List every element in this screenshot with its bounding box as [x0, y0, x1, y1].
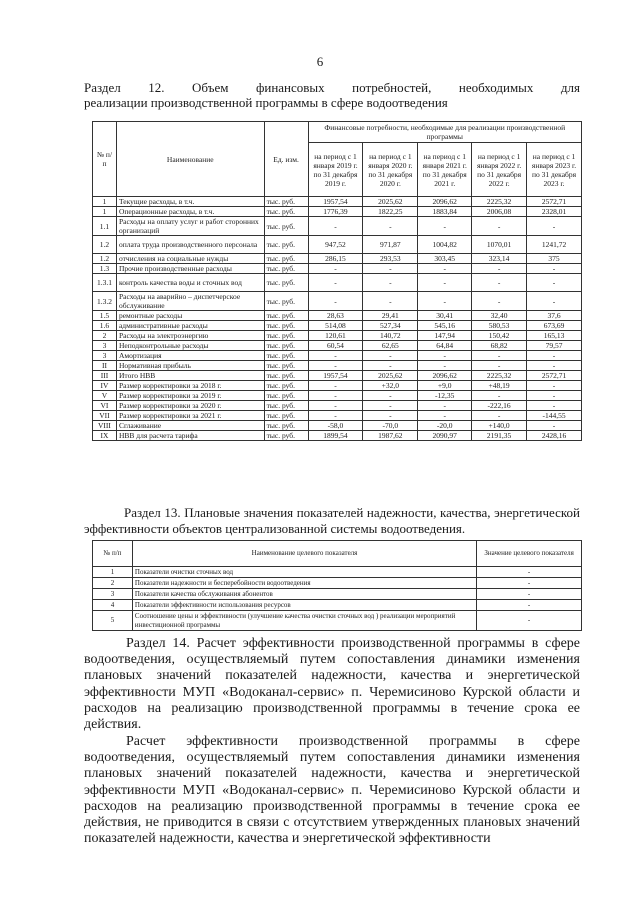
table-row — [93, 567, 582, 578]
row-unit: тыс. руб. — [264, 264, 308, 274]
row-value: 947,52 — [308, 236, 363, 254]
row-unit: тыс. руб. — [264, 197, 308, 207]
row-unit: тыс. руб. — [264, 371, 308, 381]
row-value: 140,72 — [363, 331, 418, 341]
row-value: - — [527, 361, 582, 371]
row-number: 4 — [93, 600, 133, 611]
row-value: 673,69 — [527, 321, 582, 331]
row-value: 165,13 — [527, 331, 582, 341]
row-value: - — [363, 361, 418, 371]
row-number: 1.3 — [93, 264, 117, 274]
table-row — [93, 361, 582, 371]
row-value: - — [363, 401, 418, 411]
row-name: Итого НВВ — [116, 371, 264, 381]
row-name: Размер корректировки за 2018 г. — [116, 381, 264, 391]
row-value: 293,53 — [363, 254, 418, 264]
col-header-name: Наименование — [116, 122, 264, 197]
row-name: Операционные расходы, в т.ч. — [116, 207, 264, 217]
row-unit: тыс. руб. — [264, 391, 308, 401]
row-value: 29,41 — [363, 311, 418, 321]
row-number: VII — [93, 411, 117, 421]
table-row — [93, 611, 582, 631]
section14-paragraph1: Раздел 14. Расчет эффективности производственной программы в сфере водоотведения, осуществляемый путем сопоставления динамики изменения плановых значений показателей надежности, качества и энергетической эффективности МУП «Водоканал-сервис» п. Черемисиново Курской области и расходов на реализацию производственной программы в течение срока ее действия. — [84, 636, 580, 733]
row-value: 1987,62 — [363, 431, 418, 441]
table-row — [93, 292, 582, 311]
row-value: - — [308, 411, 363, 421]
col-header-indicator: Наименование целевого показателя — [132, 541, 476, 567]
page-number: 6 — [316, 54, 324, 69]
col-header-value: Значение целевого показателя — [477, 541, 582, 567]
row-value: - — [477, 567, 582, 578]
row-name: Расходы на электроэнергию — [116, 331, 264, 341]
row-value: 2572,71 — [527, 197, 582, 207]
section12-title-line2: реализации производственной программы в сфере водоотведения — [84, 95, 448, 110]
row-value: - — [477, 578, 582, 589]
row-value: 1070,01 — [472, 236, 527, 254]
section14-paragraph2: Расчет эффективности производственной программы в сфере водоотведения, осуществляемый путем сопоставления динамики изменения плановых значений показателей надежности, качества и энергетической эффективности МУП «Водоканал-сервис» п. Черемисиново Курской области и расходов на реализацию производственной программы в течение срока ее действия, не приводится в связи с отсутствием утвержденных плановых значений показателей надежности, качества и энергетической эффективности — [84, 734, 580, 847]
row-unit: тыс. руб. — [264, 411, 308, 421]
row-number: 3 — [93, 351, 117, 361]
row-value: 1957,54 — [308, 371, 363, 381]
row-value: - — [472, 351, 527, 361]
col-header-period: на период с 1 января 2023 г. по 31 декабря 2023 г. — [527, 143, 582, 197]
row-value: 545,16 — [418, 321, 472, 331]
row-value: - — [418, 361, 472, 371]
row-unit: тыс. руб. — [264, 292, 308, 311]
row-value: 1957,54 — [308, 197, 363, 207]
row-unit: тыс. руб. — [264, 381, 308, 391]
row-name: Амортизация — [116, 351, 264, 361]
row-value: 150,42 — [472, 331, 527, 341]
row-unit: тыс. руб. — [264, 254, 308, 264]
row-value: 1899,54 — [308, 431, 363, 441]
table-row — [93, 311, 582, 321]
table-row — [93, 341, 582, 351]
table-row — [93, 351, 582, 361]
row-unit: тыс. руб. — [264, 341, 308, 351]
row-indicator: Показатели эффективности использования ресурсов — [132, 600, 476, 611]
row-value: 2328,01 — [527, 207, 582, 217]
row-value: - — [308, 351, 363, 361]
row-value: 286,15 — [308, 254, 363, 264]
row-value: - — [363, 274, 418, 292]
row-name: Нормативная прибыль — [116, 361, 264, 371]
section13-title: Раздел 13. Плановые значения показателей надежности, качества, энергетической эффективности объектов централизованной системы водоотведения. — [84, 505, 580, 536]
row-number: 1.5 — [93, 311, 117, 321]
row-value: - — [418, 401, 472, 411]
row-value: 2096,62 — [418, 371, 472, 381]
row-value: - — [363, 217, 418, 236]
row-unit: тыс. руб. — [264, 311, 308, 321]
table-row — [93, 236, 582, 254]
row-value: 79,57 — [527, 341, 582, 351]
row-name: Неподконтрольные расходы — [116, 341, 264, 351]
row-number: 3 — [93, 589, 133, 600]
row-value: -58,0 — [308, 421, 363, 431]
row-value: - — [527, 217, 582, 236]
table-row — [93, 589, 582, 600]
col-header-no: № п/п — [93, 122, 117, 197]
row-number: 1.2 — [93, 236, 117, 254]
table-row — [93, 381, 582, 391]
row-value: +48,19 — [472, 381, 527, 391]
row-value: - — [527, 401, 582, 411]
row-name: Размер корректировки за 2020 г. — [116, 401, 264, 411]
row-value: 2572,71 — [527, 371, 582, 381]
row-unit: тыс. руб. — [264, 274, 308, 292]
row-number: V — [93, 391, 117, 401]
row-unit: тыс. руб. — [264, 421, 308, 431]
row-number: 1.3.2 — [93, 292, 117, 311]
row-value: 303,45 — [418, 254, 472, 264]
row-value: 1883,84 — [418, 207, 472, 217]
row-number: 2 — [93, 331, 117, 341]
row-value: 514,08 — [308, 321, 363, 331]
row-value: 2096,62 — [418, 197, 472, 207]
row-name: оплата труда производственного персонала — [116, 236, 264, 254]
table-row — [93, 207, 582, 217]
table-row — [93, 421, 582, 431]
row-value: - — [363, 351, 418, 361]
row-value: 120,61 — [308, 331, 363, 341]
row-number: IX — [93, 431, 117, 441]
table-row — [93, 431, 582, 441]
table-row — [93, 578, 582, 589]
row-number: II — [93, 361, 117, 371]
row-unit: тыс. руб. — [264, 351, 308, 361]
table-row — [93, 401, 582, 411]
row-number: IV — [93, 381, 117, 391]
row-value: - — [527, 391, 582, 401]
row-value: +9,0 — [418, 381, 472, 391]
col-header-no: № п/п — [93, 541, 133, 567]
row-value: 30,41 — [418, 311, 472, 321]
row-value: - — [477, 589, 582, 600]
row-number: VIII — [93, 421, 117, 431]
row-value: - — [308, 401, 363, 411]
row-number: 1.3.1 — [93, 274, 117, 292]
row-value: - — [363, 411, 418, 421]
row-value: 147,94 — [418, 331, 472, 341]
row-value: 323,14 — [472, 254, 527, 264]
row-number: III — [93, 371, 117, 381]
row-value: 2428,16 — [527, 431, 582, 441]
row-value: - — [472, 361, 527, 371]
table-row — [93, 274, 582, 292]
row-name: Размер корректировки за 2019 г. — [116, 391, 264, 401]
row-value: 28,63 — [308, 311, 363, 321]
row-unit: тыс. руб. — [264, 217, 308, 236]
row-number: 1 — [93, 197, 117, 207]
row-value: 32,40 — [472, 311, 527, 321]
row-number: VI — [93, 401, 117, 411]
row-value: -70,0 — [363, 421, 418, 431]
col-header-period: на период с 1 января 2021 г. по 31 декабря 2021 г. — [418, 143, 472, 197]
row-indicator: Показатели качества обслуживания абонентов — [132, 589, 476, 600]
row-value: +140,0 — [472, 421, 527, 431]
table-row — [93, 331, 582, 341]
row-value: 527,34 — [363, 321, 418, 331]
row-unit: тыс. руб. — [264, 401, 308, 411]
row-name: Сглаживание — [116, 421, 264, 431]
row-number: 5 — [93, 611, 133, 631]
row-value: - — [363, 391, 418, 401]
row-value: 2025,62 — [363, 197, 418, 207]
row-unit: тыс. руб. — [264, 331, 308, 341]
table-row — [93, 217, 582, 236]
table-row — [93, 264, 582, 274]
row-value: - — [527, 264, 582, 274]
row-unit: тыс. руб. — [264, 207, 308, 217]
row-value: 2025,62 — [363, 371, 418, 381]
row-value: 2225,32 — [472, 371, 527, 381]
row-value: - — [527, 351, 582, 361]
row-name: НВВ для расчета тарифа — [116, 431, 264, 441]
row-value: 971,87 — [363, 236, 418, 254]
row-value: 1822,25 — [363, 207, 418, 217]
row-value: - — [472, 274, 527, 292]
row-value: 64,84 — [418, 341, 472, 351]
row-value: 37,6 — [527, 311, 582, 321]
row-value: - — [418, 274, 472, 292]
row-value: - — [477, 600, 582, 611]
row-number: 1 — [93, 207, 117, 217]
target-indicators-table — [92, 540, 582, 631]
row-value: - — [308, 274, 363, 292]
row-value: 1776,39 — [308, 207, 363, 217]
row-value: - — [418, 411, 472, 421]
col-header-unit: Ед. изм. — [264, 122, 308, 197]
row-name: Расходы на аварийно – диспетчерское обслуживание — [116, 292, 264, 311]
row-indicator: Показатели очистки сточных вод — [132, 567, 476, 578]
row-value: - — [472, 391, 527, 401]
row-value: -222,16 — [472, 401, 527, 411]
row-value: - — [363, 264, 418, 274]
row-value: - — [527, 381, 582, 391]
row-value: - — [527, 292, 582, 311]
row-name: административные расходы — [116, 321, 264, 331]
row-value: 1241,72 — [527, 236, 582, 254]
row-value: - — [418, 217, 472, 236]
row-value: 62,65 — [363, 341, 418, 351]
row-number: 3 — [93, 341, 117, 351]
row-value: - — [308, 264, 363, 274]
row-value: -12,35 — [418, 391, 472, 401]
row-unit: тыс. руб. — [264, 361, 308, 371]
row-number: 1.2 — [93, 254, 117, 264]
row-value: - — [418, 264, 472, 274]
row-value: - — [472, 292, 527, 311]
col-header-period: на период с 1 января 2019 г. по 31 декабря 2019 г. — [308, 143, 363, 197]
row-value: 1004,82 — [418, 236, 472, 254]
row-value: - — [418, 292, 472, 311]
row-value: 580,53 — [472, 321, 527, 331]
row-value: +32,0 — [363, 381, 418, 391]
row-value: - — [308, 391, 363, 401]
row-name: ремонтные расходы — [116, 311, 264, 321]
row-value: - — [308, 217, 363, 236]
row-value: - — [472, 217, 527, 236]
row-indicator: Соотношение цены и эффективности (улучшение качества очистки сточных вод ) реализации мероприятий инвестиционной программы — [132, 611, 476, 631]
col-header-period: на период с 1 января 2022 г. по 31 декабря 2022 г. — [472, 143, 527, 197]
row-value: - — [308, 292, 363, 311]
row-value: - — [527, 421, 582, 431]
row-value: -144,55 — [527, 411, 582, 421]
table-row — [93, 391, 582, 401]
table-row — [93, 321, 582, 331]
row-value: - — [477, 611, 582, 631]
row-unit: тыс. руб. — [264, 236, 308, 254]
row-value: 2191,35 — [472, 431, 527, 441]
table-row — [93, 371, 582, 381]
row-value: - — [527, 274, 582, 292]
row-value: 68,82 — [472, 341, 527, 351]
row-value: - — [363, 292, 418, 311]
row-value: - — [472, 264, 527, 274]
table-row — [93, 600, 582, 611]
row-name: Текущие расходы, в т.ч. — [116, 197, 264, 207]
row-unit: тыс. руб. — [264, 321, 308, 331]
row-value: - — [308, 361, 363, 371]
row-value: - — [472, 411, 527, 421]
table-row — [93, 411, 582, 421]
section12-title-line1: Раздел 12. Объем финансовых потребностей, необходимых для — [84, 80, 580, 95]
row-name: Прочие производственные расходы — [116, 264, 264, 274]
row-name: Расходы на оплату услуг и работ сторонних организаций — [116, 217, 264, 236]
row-name: отчисления на социальные нужды — [116, 254, 264, 264]
row-unit: тыс. руб. — [264, 431, 308, 441]
financial-needs-table — [92, 121, 582, 441]
row-value: 2090,97 — [418, 431, 472, 441]
table-row — [93, 254, 582, 264]
col-header-period: на период с 1 января 2020 г. по 31 декабря 2020 г. — [363, 143, 418, 197]
row-value: - — [418, 351, 472, 361]
row-number: 1.1 — [93, 217, 117, 236]
row-value: - — [308, 381, 363, 391]
col-header-group: Финансовые потребности, необходимые для реализации производственной программы — [308, 122, 581, 143]
row-value: 2225,32 — [472, 197, 527, 207]
row-value: 375 — [527, 254, 582, 264]
table-row — [93, 197, 582, 207]
row-value: -20,0 — [418, 421, 472, 431]
row-name: Размер корректировки за 2021 г. — [116, 411, 264, 421]
row-number: 1.6 — [93, 321, 117, 331]
row-number: 1 — [93, 567, 133, 578]
row-indicator: Показатели надежности и бесперебойности водоотведения — [132, 578, 476, 589]
row-value: 60,54 — [308, 341, 363, 351]
row-number: 2 — [93, 578, 133, 589]
row-value: 2006,08 — [472, 207, 527, 217]
row-name: контроль качества воды и сточных вод — [116, 274, 264, 292]
